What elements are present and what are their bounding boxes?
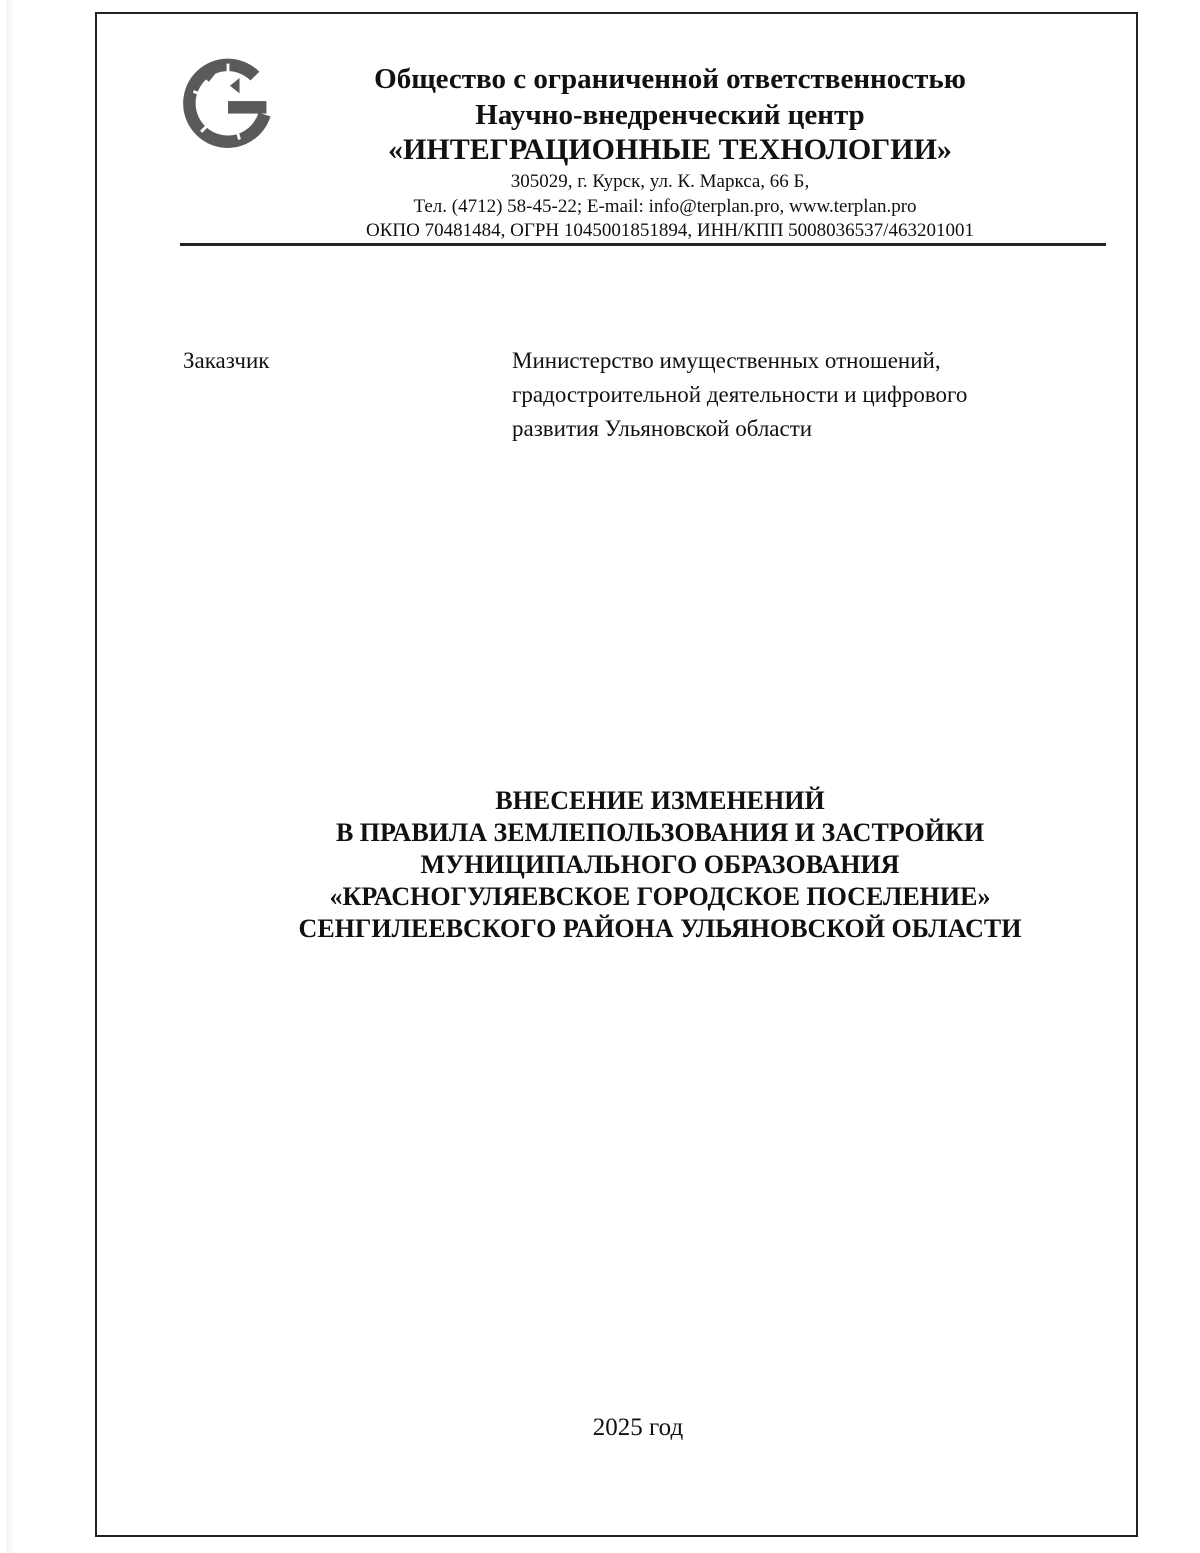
title-line-3: МУНИЦИПАЛЬНОГО ОБРАЗОВАНИЯ — [420, 850, 900, 879]
document-year: 2025 год — [592, 1414, 684, 1441]
title-line-1: ВНЕСЕНИЕ ИЗМЕНЕНИЙ — [495, 786, 825, 815]
org-name-line-3: «ИНТЕГРАЦИОННЫЕ ТЕХНОЛОГИИ» — [388, 133, 952, 166]
customer-value — [512, 344, 1112, 446]
org-contacts: Тел. (4712) 58-45-22; E-mail: info@terplan.pro, www.terplan.pro — [413, 196, 917, 217]
customer-line-3: развития Ульяновской области — [512, 416, 813, 441]
title-line-4: «КРАСНОГУЛЯЕВСКОЕ ГОРОДСКОЕ ПОСЕЛЕНИЕ» — [329, 882, 991, 911]
document-title — [180, 785, 1140, 945]
header-divider — [180, 243, 1106, 246]
org-address: 305029, г. Курск, ул. К. Маркса, 66 Б, — [510, 171, 810, 192]
title-line-2: В ПРАВИЛА ЗЕМЛЕПОЛЬЗОВАНИЯ И ЗАСТРОЙКИ — [335, 818, 985, 847]
org-name-line-1: Общество с ограниченной ответственностью — [374, 63, 966, 95]
customer-label: Заказчик — [183, 348, 270, 373]
customer-line-2: градостроительной деятельности и цифрового — [512, 382, 968, 407]
org-name-line-2: Научно-внедренческий центр — [475, 99, 865, 131]
title-line-5: СЕНГИЛЕЕВСКОГО РАЙОНА УЛЬЯНОВСКОЙ ОБЛАСТИ — [298, 914, 1022, 943]
org-registry: ОКПО 70481484, ОГРН 1045001851894, ИНН/КПП 5008036537/463201001 — [366, 220, 974, 241]
customer-line-1: Министерство имущественных отношений, — [512, 348, 941, 373]
scan-edge-shadow — [6, 0, 16, 1553]
